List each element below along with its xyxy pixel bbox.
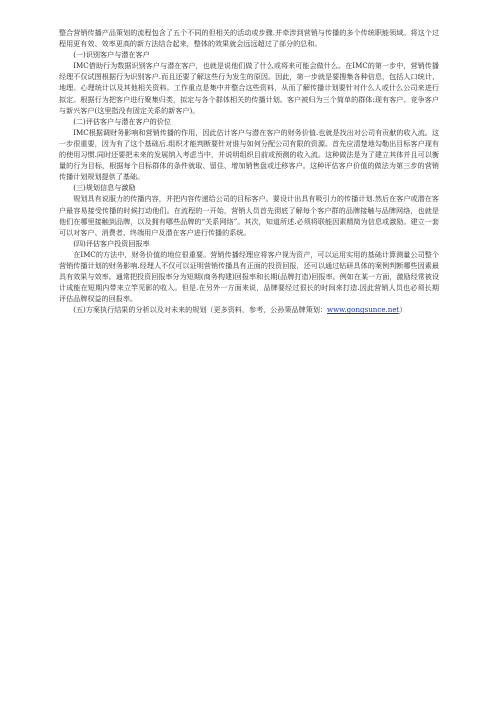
section-heading-identify-customers: (一)识别客户与潜在客户 <box>73 50 150 60</box>
section-heading-evaluate-value: (二)评估客户与潜在客户的价位 <box>73 116 171 126</box>
section-body-identify-customers: IMC借助行为数据识别客户与潜在客户，也就是说他们做了什么或将来可能会做什么。在IMC的第一步中，营销传播经理不仅试图根据行为识别客户.而且还要了解这些行为发生的原因。因此，第一步就是要搜集各种信息，包括人口统计、地理、心理统计以及其他相关资料。工作重点是集中并整合这些资料，从而了解传播计划要针对什么人或什么公司来进行拟定。根据行为把客户进行聚集归类，拟定与各个群体相关的传播计划。客户被归为三个简单的群体:现有客户、竞争客户与新兴客户(这里指没有固定关系的新客户)。 <box>59 61 439 115</box>
section-heading-plan-messages: (三)规划信息与激励 <box>73 183 136 193</box>
section-heading-evaluate-roi: (四)评估客户投资回报率 <box>73 238 150 248</box>
section-body-evaluate-roi: 在IMC的方法中，财务价值的地位很重要。营销传播经理应将客户视为资产，可以运用实用的基础计算测量公司整个营销传播计划的财务影响.经理人不仅可以证明营销传播具有正面的投资回报，还可以通过钻研具体的案例判断哪些因素最具有效果与效率。通常把投资回报率分为短期(商务构建)回报率和长期(品牌打造)回报率。例如在某一方面，激励经常被设计成能在短期内带来立竿见影的收入。但是.在另外一方面来说，品牌要经过很长的时间来打造.因此营销人员也必须长期评估品牌权益的回报率。 <box>59 249 439 304</box>
closing-paragraph <box>59 304 439 315</box>
section-body-evaluate-value: IMC根据调财务影响和营销传播的作用，因此估计客户与潜在客户的财务价值.也就是找出对公司有贡献的收入流。这一步很重要，因为有了这个基础后.组织才能判断要针对谁与如何分配公司有限的资源。首先应清楚地勾勒出目标客户现有的使用习惯.同时还要把未来的发展纳入考虑当中，并说明组织目前或预测的收入流。这种做法是为了建立其体并且可以衡量的行为目标，根据每个目标群体的条件就取、留住、增加销售盘或迁移客户。这种评估客户价值的做法为第三步的营销传播计划规划提供了基础。 <box>59 127 439 182</box>
closing-tail: ） <box>399 305 407 315</box>
website-link[interactable]: www.gongsunce.net <box>327 305 400 315</box>
section-body-plan-messages: 规划具有说服力的传播内容，并把内容传递给公司的目标客户。要设计出具有吸引力的传播计划.然后在客户或潜在客户最容易接受传播的时候打动他们。在流程的一开始，营销人员首先彻底了解每个客户群的品牌接触与品牌网络，也就是他们在哪里接触到品牌，以及拥有哪些品牌的“关系网络”。其次，知道所述.必须将联能因素精简为信息或激励。建立一套可以对客户、消费者、终端用户及潜在客户进行传播的系统。 <box>59 194 439 237</box>
closing-text: (五)方案执行结果的分析以及对未来的规划（更多资料，参考，公孙策品牌策划： <box>73 305 328 315</box>
intro-paragraph: 整合营销传播产品策划的流程包含了五个不同的但相关的活动或步骤.并牵涉到营销与传播的多个传统职能领域。将这个过程用更有效、效率更高的新方法结合起来，整体的效果就会远远超过了部分的总和。 <box>59 28 439 49</box>
document-body <box>59 27 439 315</box>
